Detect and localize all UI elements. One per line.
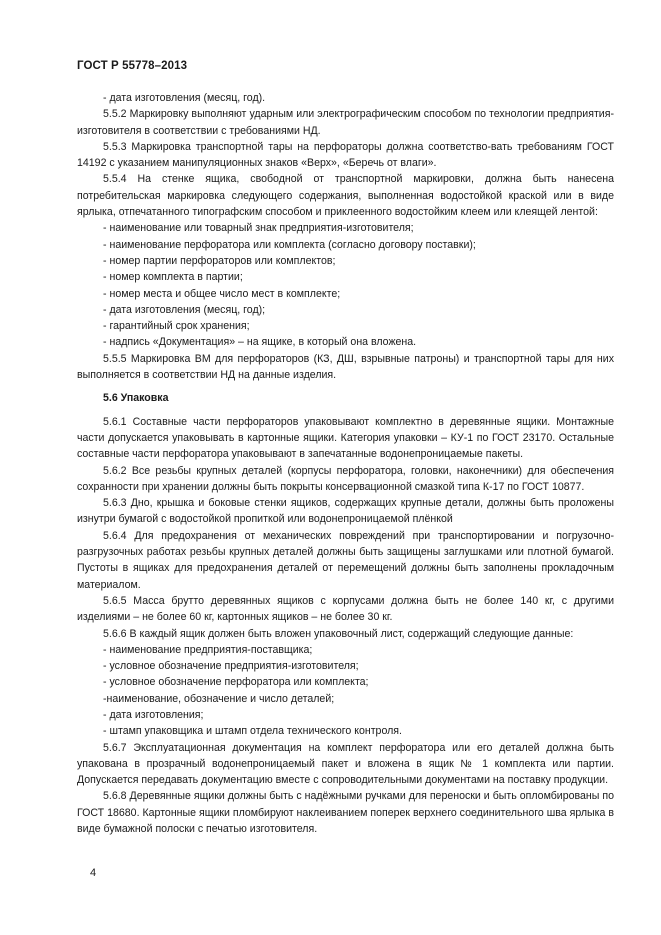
paragraph: 5.6.6 В каждый ящик должен быть вложен упаковочный лист, содержащий следующие данные: xyxy=(103,627,574,640)
list-item: - дата изготовления (месяц, год); xyxy=(103,303,266,316)
paragraph: 5.6.5 Масса брутто деревянных ящиков с корпусами должна быть не более 140 кг, с другими изделиями – не более 60 кг, картонных ящиков – не более 30 кг. xyxy=(77,594,614,624)
paragraph: 5.6.4 Для предохранения от механических повреждений при транспортировании и погрузочно-разгрузочных работах резьбы крупных деталей должны быть защищены заглушками или плотной бумагой. Пустоты в ящиках для предохранения деталей от перемещений должны быть заполнены прокладочным материалом. xyxy=(77,529,614,591)
list-item: -наименование, обозначение и число деталей; xyxy=(103,692,335,705)
list-item: - надпись «Документация» – на ящике, в который она вложена. xyxy=(103,336,417,349)
paragraph: 5.6.2 Все резьбы крупных деталей (корпусы перфоратора, головки, наконечники) для обеспечения сохранности при хранении должны быть покрыты консервационной смазкой типа К-17 по ГОСТ 10877. xyxy=(77,464,614,493)
paragraph: 5.5.3 Маркировка транспортной тары на перфораторы должна соответство-вать требованиям ГОСТ 14192 с указанием манипуляционных знаков «Верх», «Беречь от влаги». xyxy=(77,140,614,170)
list-item: - дата изготовления (месяц, год). xyxy=(103,92,266,104)
list-item: - наименование перфоратора или комплекта (согласно договору поставки); xyxy=(103,238,476,251)
paragraph: 5.5.5 Маркировка ВМ для перфораторов (КЗ, ДШ, взрывные патроны) и транспортной тары для них выполняется в соответствии НД на данные изделия. xyxy=(77,352,614,382)
section-heading: 5.6 Упаковка xyxy=(103,392,169,405)
paragraph: 5.5.4 На стенке ящика, свободной от транспортной маркировки, должна быть нанесена потребительская маркировка следующего содержания, выполненная водостойкой краской или в виде ярлыка, отпечатанного типографским способом и приклеенного водостойким клеем или клеящей лентой: xyxy=(77,173,614,219)
paragraph: 5.6.8 Деревянные ящики должны быть с надёжными ручками для переноски и быть опломбированы по ГОСТ 18680. Картонные ящики пломбируют наклеиванием поперек верхнего соединительного шва ярлыка в виде бумажной полоски с печатью изготовителя. xyxy=(77,790,614,836)
paragraph: 5.6.1 Составные части перфораторов упаковывают комплектно в деревянные ящики. Монтажные части допускается упаковывать в картонные ящики. Категория упаковки – КУ-1 по ГОСТ 23170. Остальные составные части перфоратора упаковывают в запечатанные водонепроницаемые пакеты. xyxy=(77,415,614,461)
list-item: - номер партии перфораторов или комплектов; xyxy=(103,254,336,267)
paragraph: 5.6.3 Дно, крышка и боковые стенки ящиков, содержащих крупные детали, должны быть проложены изнутри бумагой с водостойкой пропиткой или водонепроницаемой плёнкой xyxy=(77,497,614,526)
document-header: ГОСТ Р 55778–2013 xyxy=(77,60,188,72)
list-item: - номер места и общее число мест в комплекте; xyxy=(103,287,341,300)
list-item: - условное обозначение предприятия-изготовителя; xyxy=(103,660,359,673)
document-body xyxy=(77,90,614,837)
page-number: 4 xyxy=(90,867,97,879)
list-item: - наименование предприятия-поставщика; xyxy=(103,643,313,656)
list-item: - номер комплекта в партии; xyxy=(103,271,243,284)
list-item: - гарантийный срок хранения; xyxy=(103,320,250,333)
list-item: - наименование или товарный знак предприятия-изготовителя; xyxy=(103,222,414,235)
list-item: - дата изготовления; xyxy=(103,708,204,721)
paragraph: 5.5.2 Маркировку выполняют ударным или электрографическим способом по технологии предприятия-изготовителя в соответствии с требованиями НД. xyxy=(77,108,614,137)
list-item: - условное обозначение перфоратора или комплекта; xyxy=(103,676,369,689)
paragraph: 5.6.7 Эксплуатационная документация на комплект перфоратора или его деталей должна быть упакована в прозрачный водонепроницаемый пакет и вложена в ящик № 1 комплекта или партии. Допускается передавать документацию вместе с сопроводительными документами на поставку продукции. xyxy=(77,741,614,787)
list-item: - штамп упаковщика и штамп отдела технического контроля. xyxy=(103,725,402,738)
